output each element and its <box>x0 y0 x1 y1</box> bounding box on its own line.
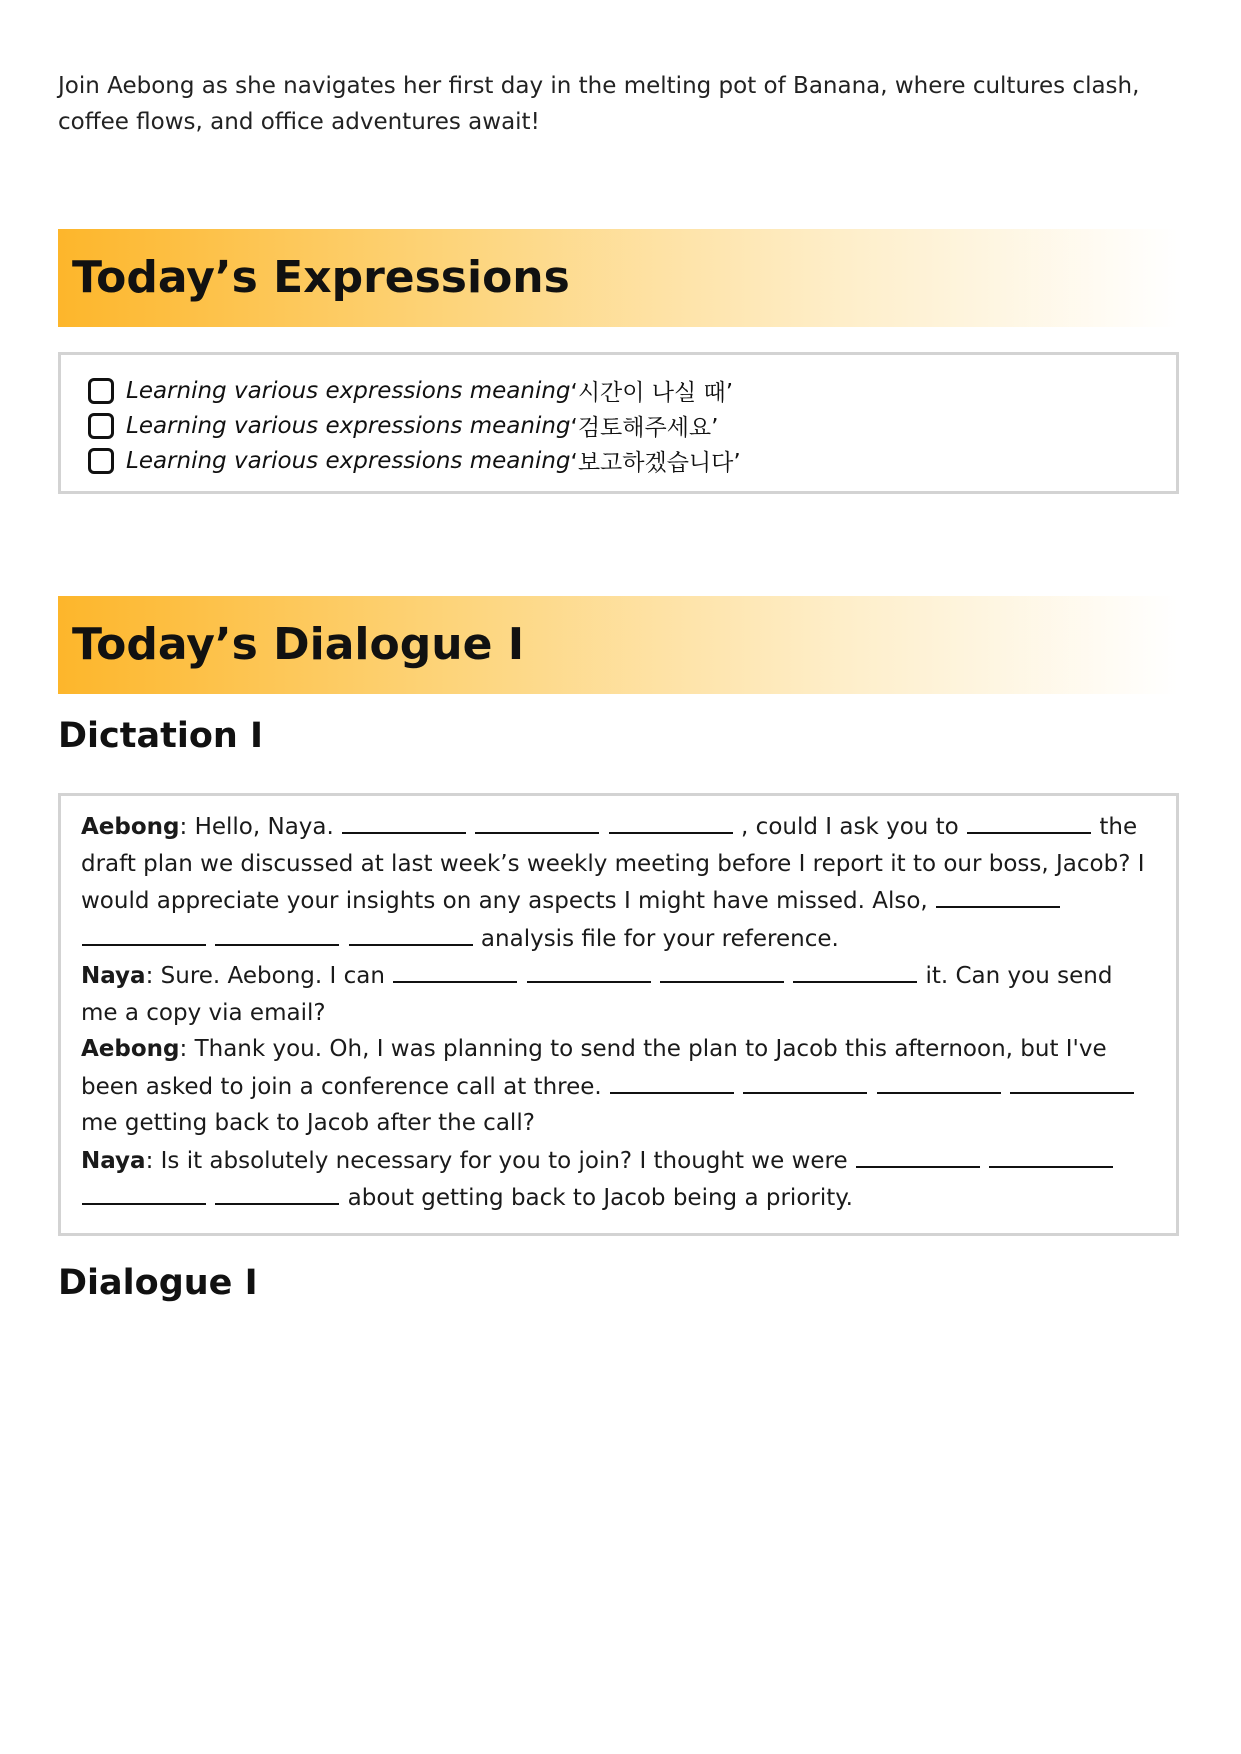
dialogue-subheading: Dialogue I <box>58 1263 258 1303</box>
checkbox-icon[interactable] <box>88 378 114 404</box>
blank-field[interactable] <box>989 1142 1113 1168</box>
expressions-heading: Today’s Expressions <box>72 252 570 303</box>
blank-field[interactable] <box>936 882 1060 908</box>
blank-field[interactable] <box>82 1179 206 1205</box>
dialogue-line <box>81 957 1156 1031</box>
expression-text: Learning various expressions meaning <box>126 447 571 474</box>
expression-item <box>88 443 1176 478</box>
blank-field[interactable] <box>877 1068 1001 1094</box>
line-text: : Sure. Aebong. I can <box>145 963 393 989</box>
blank-field[interactable] <box>475 808 599 834</box>
blank-field[interactable] <box>82 920 206 946</box>
blank-field[interactable] <box>743 1068 867 1094</box>
line-text: about getting back to Jacob being a priority. <box>340 1185 853 1211</box>
blank-field[interactable] <box>342 808 466 834</box>
line-text: me getting back to Jacob after the call? <box>81 1110 535 1136</box>
line-text: : Hello, Naya. <box>179 814 342 840</box>
expression-item <box>88 408 1176 443</box>
blank-field[interactable] <box>527 957 651 983</box>
line-text: it. Can you send me a copy via email? <box>81 963 1113 1026</box>
speaker-name: Naya <box>81 1147 146 1174</box>
checkbox-icon[interactable] <box>88 413 114 439</box>
blank-field[interactable] <box>967 808 1091 834</box>
line-text: : Thank you. Oh, I was planning to send the plan to Jacob this afternoon, but I've been asked to join a conference call at three. <box>81 1036 1107 1100</box>
expression-korean: ‘보고하겠습니다’ <box>570 450 741 476</box>
blank-field[interactable] <box>215 920 339 946</box>
speaker-name: Aebong <box>81 814 180 840</box>
expressions-box <box>58 352 1179 494</box>
expression-item <box>88 373 1176 408</box>
dictation-heading: Dictation I <box>58 716 264 756</box>
line-text: the draft plan we discussed at last week’s weekly meeting before I report it to our boss, Jacob? I would appreciate your insights on any aspects I might have missed. Also, <box>81 814 1145 914</box>
dialogue-header-band <box>58 596 1178 694</box>
expressions-header-band <box>58 229 1178 327</box>
blank-field[interactable] <box>610 1068 734 1094</box>
blank-field[interactable] <box>660 957 784 983</box>
checkbox-icon[interactable] <box>88 448 114 474</box>
dialogue-heading: Today’s Dialogue I <box>72 619 525 670</box>
blank-field[interactable] <box>793 957 917 983</box>
line-text: analysis file for your reference. <box>473 925 839 952</box>
speaker-name: Naya <box>81 963 146 989</box>
blank-field[interactable] <box>609 808 733 834</box>
blank-field[interactable] <box>215 1179 339 1205</box>
expression-text: Learning various expressions meaning <box>126 412 571 439</box>
expression-korean: ‘검토해주세요’ <box>570 415 719 441</box>
dictation-box <box>58 793 1179 1236</box>
blank-field[interactable] <box>349 920 473 946</box>
expression-korean: ‘시간이 나실 때’ <box>570 380 734 406</box>
line-text: : Is it absolutely necessary for you to join? I thought we were <box>145 1147 855 1174</box>
speaker-name: Aebong <box>81 1036 180 1062</box>
blank-field[interactable] <box>393 957 517 983</box>
expression-text: Learning various expressions meaning <box>126 377 571 404</box>
dialogue-line <box>81 1142 1156 1217</box>
line-text: , could I ask you to <box>733 814 967 840</box>
blank-field[interactable] <box>856 1142 980 1168</box>
dialogue-line <box>81 1031 1156 1142</box>
dialogue-line <box>81 808 1156 957</box>
blank-field[interactable] <box>1010 1068 1134 1094</box>
intro-text: Join Aebong as she navigates her first day in the melting pot of Banana, where cultures clash, coffee flows, and office adventures await! <box>58 73 1140 135</box>
